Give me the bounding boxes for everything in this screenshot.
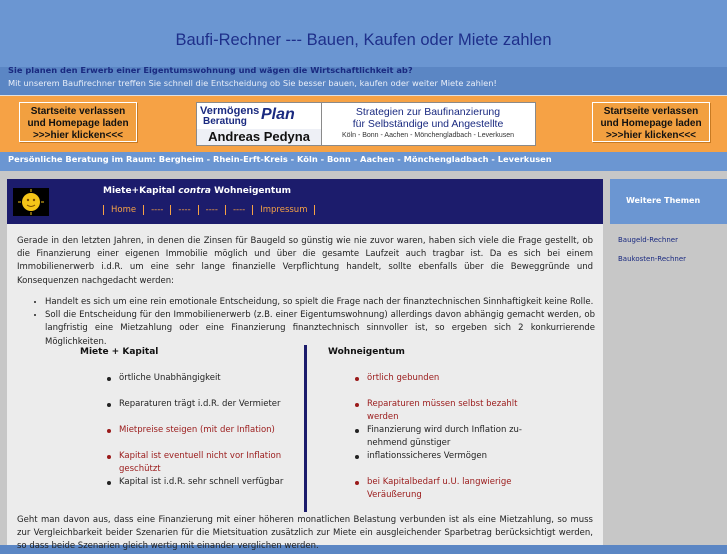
button-line: Startseite verlassen	[603, 106, 699, 117]
intro-question: Sie planen den Erwerb einer Eigentumswohnung und wägen die Wirtschaftlichkeit ab?	[8, 65, 413, 75]
logo-text: Beratung	[203, 116, 247, 127]
nav-link[interactable]: ----	[198, 205, 225, 215]
advisor-banner[interactable]	[196, 102, 536, 146]
list-item: • Soll die Entscheidung für den Immobilienerwerb (z.B. einer Eigentumswohnung) allerdings davon abhängig gemacht werden, ob langfristig eine Mietzahlung oder eine Finanzierung finanztechnisch sinnvoller ist, so ergeben sich 2 konkurrierende Möglichkeiten.	[45, 309, 595, 349]
column-heading-eigentum: Wohneigentum	[328, 347, 405, 357]
list-item: Reparaturen trägt i.d.R. der Vermieter	[119, 398, 289, 411]
logo-text: Vermögens	[200, 105, 260, 117]
banner-line: für Selbständige und Angestellte	[352, 118, 504, 130]
sidebar-heading	[610, 179, 727, 224]
sidebar-link-baugeld[interactable]: Baugeld-Rechner	[618, 236, 678, 244]
list-item: Mietpreise steigen (mit der Inflation)	[119, 424, 289, 437]
list-item: Kapital ist eventuell nicht vor Inflation geschützt	[119, 450, 289, 476]
content-navbar	[7, 179, 603, 224]
list-item: örtliche Unabhängigkeit	[119, 372, 289, 385]
button-line: >>>hier klicken<<<	[32, 130, 124, 141]
logo-text: Plan	[261, 106, 295, 123]
button-line: Startseite verlassen	[30, 106, 126, 117]
column-heading-miete: Miete + Kapital	[80, 347, 159, 357]
list-item: Reparaturen müssen selbst bezahlt werden	[367, 398, 527, 424]
nav-link[interactable]: ----	[225, 205, 252, 215]
button-line: >>>hier klicken<<<	[605, 130, 697, 141]
intro-paragraph: Gerade in den letzten Jahren, in denen die Zinsen für Baugeld so günstig wie nie zuvor waren, haben sich viele die Frage gestellt, ob die Finanzierung einer eigenen Immobilie möglich und über die gesamte Laufzeit auch tragbar ist. Da es sich bei einem Immobilienerwerb i.d.R. um eine sehr lange finanzielle Verpflichtung handelt, sollte ebenfalls über die Beweggründe und Konsequenzen nachgedacht werden:	[17, 236, 593, 286]
section-title: Miete+Kapital contra Wohneigentum	[103, 186, 291, 196]
list-item: • Handelt es sich um eine rein emotionale Entscheidung, so spielt die Frage nach der finanztechnischen Sinnhaftigkeit keine Rolle.	[45, 296, 595, 309]
banner-cities: Köln - Bonn - Aachen - Mönchengladbach - Leverkusen	[342, 132, 514, 139]
decision-list	[17, 296, 595, 349]
promo-band	[0, 95, 727, 153]
list-item: Kapital ist i.d.R. sehr schnell verfügbar	[119, 476, 289, 489]
region-bar	[0, 152, 727, 171]
list-item: Finanzierung wird durch Inflation zu-nehmend günstiger	[367, 424, 527, 450]
list-item: bei Kapitalbedarf u.U. langwierige Veräußerung	[367, 476, 527, 502]
list-item: örtlich gebunden	[367, 372, 527, 385]
list-item: inflationssicheres Vermögen	[367, 450, 527, 463]
sidebar	[610, 224, 727, 545]
button-line: und Homepage laden	[27, 118, 129, 129]
leave-startpage-button-right[interactable]	[592, 102, 710, 142]
banner-text	[322, 106, 534, 141]
region-text: Persönliche Beratung im Raum: Bergheim - Rhein-Erft-Kreis - Köln - Bonn - Aachen - Mönchengladbach - Leverkusen	[8, 154, 552, 164]
page-header	[0, 0, 727, 67]
intro-text: Mit unserem Baufirechner treffen Sie schnell die Entscheidung ob Sie besser bauen, kaufen oder weiter Miete zahlen!	[8, 78, 497, 88]
advisor-logo	[197, 103, 322, 145]
closing-paragraph: Geht man davon aus, dass eine Finanzierung mit einer höheren monatlichen Belastung verbunden ist als eine Mietzahlung, so muss zur Vergleichbarkeit beider Szenarien für die Mietsituation zusätzlich zur Miete ein ausgleichender Sparbetrag berücksichtigt werden, so dass beide Szenarien gleich wertig mit einander verglichen werden.	[17, 515, 593, 552]
sidebar-link-baukosten[interactable]: Baukosten-Rechner	[618, 255, 687, 263]
advisor-name: Andreas Pedyna	[197, 129, 321, 145]
banner-line: Strategien zur Baufinanzierung	[355, 106, 501, 118]
nav-links	[103, 205, 315, 215]
sun-logo-icon	[13, 188, 49, 216]
leave-startpage-button-left[interactable]	[19, 102, 137, 142]
column-divider	[304, 345, 307, 512]
sidebar-heading-text: Weitere Themen	[626, 196, 701, 205]
nav-link-home[interactable]: Home	[103, 205, 143, 215]
nav-link[interactable]: ----	[170, 205, 197, 215]
nav-link-impressum[interactable]: Impressum	[252, 205, 315, 215]
nav-link[interactable]: ----	[143, 205, 170, 215]
page-title: Baufi-Rechner --- Bauen, Kaufen oder Miete zahlen	[175, 31, 552, 49]
button-line: und Homepage laden	[600, 118, 702, 129]
